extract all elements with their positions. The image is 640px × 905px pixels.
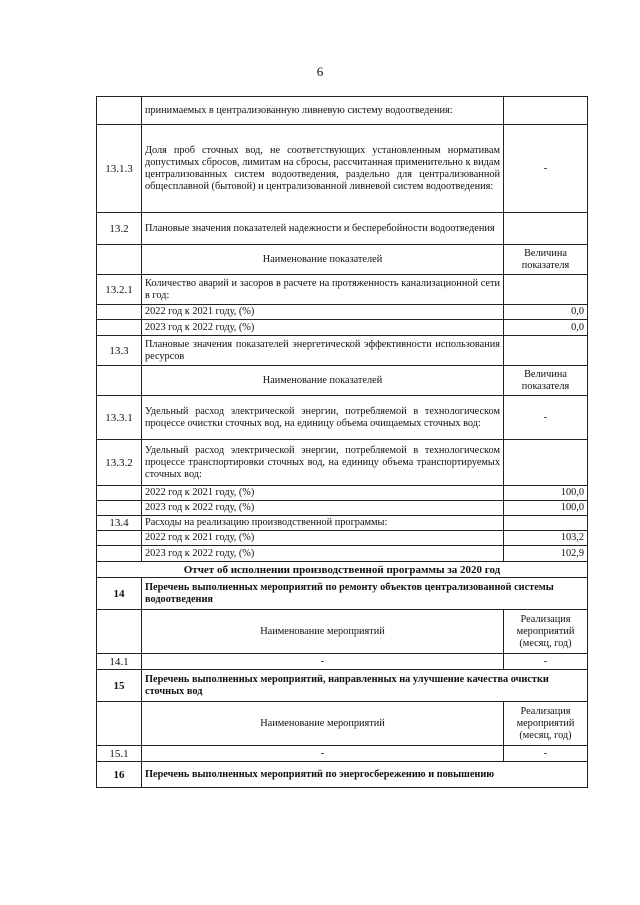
row-number: 16 <box>97 762 142 788</box>
indicators-table <box>96 96 588 788</box>
row-text: Плановые значения показателей энергетической эффективности использования ресурсов <box>142 336 504 366</box>
table-row <box>97 762 588 788</box>
table-row <box>97 97 588 125</box>
page-number: 6 <box>316 64 324 79</box>
row-number <box>97 486 142 501</box>
row-text: Перечень выполненных мероприятий по ремонту объектов централизованной системы водоотведения <box>142 578 588 610</box>
row-value: 0,0 <box>504 320 588 336</box>
row-text: Перечень выполненных мероприятий, направленных на улучшение качества очистки сточных вод <box>142 670 588 702</box>
row-text: 2023 год к 2022 году, (%) <box>142 320 504 336</box>
row-text: Доля проб сточных вод, не соответствующих установленным нормативам допустимых сбросов, лимитам на сбросы, рассчитанная применительно к видам централизованных систем водоотведения, раздельно для централизованной общесплавной (бытовой) и централизованной ливневой систем водоотведения: <box>142 125 504 213</box>
row-value <box>504 213 588 245</box>
row-value: 100,0 <box>504 501 588 516</box>
row-text: 2022 год к 2021 году, (%) <box>142 531 504 546</box>
table-row <box>97 320 588 336</box>
row-value <box>504 336 588 366</box>
row-value: 103,2 <box>504 531 588 546</box>
row-value: 100,0 <box>504 486 588 501</box>
table-row <box>97 516 588 531</box>
row-value: 0,0 <box>504 305 588 320</box>
section-title: Отчет об исполнении производственной программы за 2020 год <box>97 562 588 578</box>
table-row <box>97 702 588 746</box>
row-number: 13.3.1 <box>97 396 142 440</box>
column-header-name: Наименование показателей <box>142 245 504 275</box>
row-number: 15 <box>97 670 142 702</box>
table-row <box>97 336 588 366</box>
table-row <box>97 610 588 654</box>
row-text: Удельный расход электрической энергии, потребляемой в технологическом процессе очистки сточных вод, на единицу объема очищаемых сточных вод: <box>142 396 504 440</box>
row-number: 13.1.3 <box>97 125 142 213</box>
row-number <box>97 702 142 746</box>
column-header-value: Реализация мероприятий (месяц, год) <box>504 702 588 746</box>
row-number: 15.1 <box>97 746 142 762</box>
table-row <box>97 578 588 610</box>
row-number <box>97 366 142 396</box>
column-header-name: Наименование мероприятий <box>142 702 504 746</box>
row-number: 14 <box>97 578 142 610</box>
row-text: Плановые значения показателей надежности и бесперебойности водоотведения <box>142 213 504 245</box>
table-row <box>97 440 588 486</box>
row-value <box>504 97 588 125</box>
row-value: - <box>504 125 588 213</box>
row-text: Удельный расход электрической энергии, потребляемой в технологическом процессе транспортировки сточных вод, на единицу объема транспортируемых сточных вод: <box>142 440 504 486</box>
row-number <box>97 320 142 336</box>
table-row <box>97 670 588 702</box>
table-row <box>97 366 588 396</box>
row-number: 13.3.2 <box>97 440 142 486</box>
column-header-value: Величина показателя <box>504 245 588 275</box>
table-row <box>97 275 588 305</box>
row-text: 2023 год к 2022 году, (%) <box>142 546 504 562</box>
table-row <box>97 486 588 501</box>
table-row <box>97 546 588 562</box>
row-number: 13.2 <box>97 213 142 245</box>
row-number <box>97 501 142 516</box>
row-value <box>504 516 588 531</box>
column-header-name: Наименование мероприятий <box>142 610 504 654</box>
table-row <box>97 125 588 213</box>
row-number: 13.3 <box>97 336 142 366</box>
row-text: 2022 год к 2021 году, (%) <box>142 486 504 501</box>
row-number <box>97 305 142 320</box>
row-value: - <box>504 396 588 440</box>
row-number: 13.2.1 <box>97 275 142 305</box>
row-value <box>504 440 588 486</box>
table-row <box>97 531 588 546</box>
row-text: Перечень выполненных мероприятий по энергосбережению и повышению <box>142 762 588 788</box>
row-number <box>97 97 142 125</box>
table-row <box>97 501 588 516</box>
table-row <box>97 245 588 275</box>
row-text: Количество аварий и засоров в расчете на протяженность канализационной сети в год: <box>142 275 504 305</box>
row-value: - <box>504 654 588 670</box>
row-number <box>97 546 142 562</box>
table-row <box>97 213 588 245</box>
row-text: принимаемых в централизованную ливневую систему водоотведения: <box>142 97 504 125</box>
table-row <box>97 305 588 320</box>
column-header-name: Наименование показателей <box>142 366 504 396</box>
row-text: - <box>142 654 504 670</box>
row-number <box>97 245 142 275</box>
row-number: 13.4 <box>97 516 142 531</box>
row-value <box>504 275 588 305</box>
row-text: Расходы на реализацию производственной программы: <box>142 516 504 531</box>
table-row <box>97 654 588 670</box>
column-header-value: Величина показателя <box>504 366 588 396</box>
table-row <box>97 562 588 578</box>
row-number: 14.1 <box>97 654 142 670</box>
row-text: 2023 год к 2022 году, (%) <box>142 501 504 516</box>
row-number <box>97 610 142 654</box>
table-row <box>97 396 588 440</box>
table-row <box>97 746 588 762</box>
row-text: - <box>142 746 504 762</box>
column-header-value: Реализация мероприятий (месяц, год) <box>504 610 588 654</box>
row-text: 2022 год к 2021 году, (%) <box>142 305 504 320</box>
row-number <box>97 531 142 546</box>
row-value: - <box>504 746 588 762</box>
row-value: 102,9 <box>504 546 588 562</box>
